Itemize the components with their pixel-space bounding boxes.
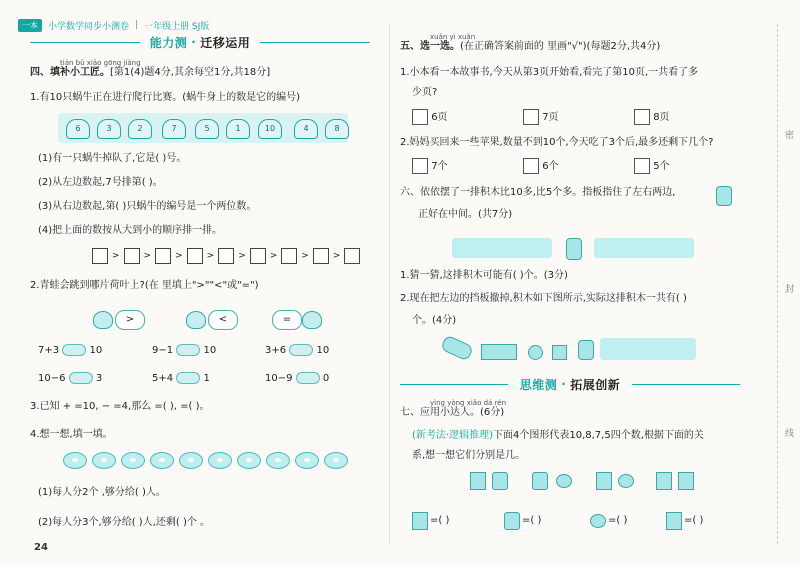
pants-icon xyxy=(412,512,428,530)
s6-q2b: 个。(4分) xyxy=(412,315,457,326)
donut-icon xyxy=(295,452,319,469)
answer-pants[interactable]: =( ) xyxy=(430,515,450,526)
cube-block xyxy=(552,345,567,360)
snail-9: 8 xyxy=(325,119,349,139)
compare-blank[interactable] xyxy=(289,344,313,356)
q4-b: (2)每人分3个,够分给( )人,还剩( )个 。 xyxy=(38,517,211,528)
r1-text-2: 少页? xyxy=(412,87,438,98)
checkbox[interactable] xyxy=(523,109,539,125)
donut-icon xyxy=(179,452,203,469)
q1-a: (1)有一只蜗牛掉队了,它是( )号。 xyxy=(38,153,187,164)
pinyin-4: tián bǔ xiǎo gōng jiàng xyxy=(60,59,141,67)
donut-icon xyxy=(92,452,116,469)
r1-option-1[interactable]: 6页 xyxy=(412,109,448,125)
answer-box[interactable] xyxy=(218,248,234,264)
banner-ability: 能力测 · 迁移运用 xyxy=(30,34,370,50)
seal-mark-1: 密 xyxy=(784,131,794,141)
checkbox[interactable] xyxy=(634,158,650,174)
r1-option-2[interactable]: 7页 xyxy=(523,109,559,125)
q1-text: 1.有10只蜗牛正在进行爬行比赛。(蜗牛身上的数是它的编号) xyxy=(30,92,301,103)
q3-text: 3.已知 + =10, − =4,那么 =( ), =( )。 xyxy=(30,401,210,412)
right-baffle xyxy=(594,238,694,258)
seal-mark-3: 线 xyxy=(784,429,794,439)
sock-icon xyxy=(678,472,694,490)
new-test-tag: (新考法·逻辑推理) xyxy=(412,430,493,441)
donut-icon xyxy=(208,452,232,469)
compare-row-1b: 9−1 10 xyxy=(152,345,217,356)
checkbox[interactable] xyxy=(412,109,428,125)
hat-icon xyxy=(556,474,572,488)
snail-6: 1 xyxy=(226,119,250,139)
banner2-main: 思维测 xyxy=(519,377,558,392)
lily-pad-lt: < xyxy=(208,310,238,330)
q1-c: (3)从右边数起,第( )只蜗牛的编号是一个两位数。 xyxy=(38,201,257,212)
pinyin-7: yìng yòng xiǎo dá rén xyxy=(430,399,507,407)
banner-rest: 迁移运用 xyxy=(200,35,251,50)
banner-thinking: 思维测 · 拓展创新 xyxy=(400,376,740,392)
banner2-rest: 拓展创新 xyxy=(570,377,621,392)
compare-row-2: 10−6 3 xyxy=(38,373,103,384)
shirt-icon xyxy=(504,512,520,530)
section-7-heading: 七、应用小达人。(6分) xyxy=(400,407,505,418)
q2-text: 2.青蛙会跳到哪片荷叶上?(在 里填上">""<"或"=") xyxy=(30,280,259,291)
ordering-chain: > > > > > > > > xyxy=(92,248,360,264)
r1-option-3[interactable]: 8页 xyxy=(634,109,670,125)
answer-box[interactable] xyxy=(124,248,140,264)
spine-divider xyxy=(389,24,390,544)
checkbox[interactable] xyxy=(634,109,650,125)
header-subtitle: 一年级上册 SJ版 xyxy=(144,21,210,32)
snail-1: 6 xyxy=(66,119,90,139)
answer-sock[interactable]: =( ) xyxy=(684,515,704,526)
hat-icon xyxy=(618,474,634,488)
cylinder-lying-block xyxy=(440,334,474,361)
page-number: 24 xyxy=(34,542,48,553)
seal-mark-2: 封 xyxy=(784,285,794,295)
cuboid-block xyxy=(481,344,517,360)
s6-q1: 1.猜一猜,这排积木可能有( )个。(3分) xyxy=(400,270,568,281)
snail-8: 4 xyxy=(294,119,318,139)
r2-text: 2.妈妈买回来一些苹果,数量不到10个,今天吃了3个后,最多还剩下几个? xyxy=(400,137,714,148)
compare-row-1c: 3+6 10 xyxy=(265,345,330,356)
donut-icon xyxy=(266,452,290,469)
answer-box[interactable] xyxy=(344,248,360,264)
r2-option-2[interactable]: 6个 xyxy=(523,158,559,174)
compare-blank[interactable] xyxy=(176,372,200,384)
section-5-heading: 五、选一选。(在正确答案前面的 里画"√")(每题2分,共4分) xyxy=(400,41,661,52)
right-baffle-2 xyxy=(600,338,696,360)
answer-box[interactable] xyxy=(155,248,171,264)
header-title: 小学数学同步小测卷 xyxy=(48,21,130,32)
answer-box[interactable] xyxy=(281,248,297,264)
answer-box[interactable] xyxy=(313,248,329,264)
snail-4: 7 xyxy=(162,119,186,139)
page-header: 一本 小学数学同步小测卷 | 一年级上册 SJ版 xyxy=(18,16,209,34)
sock-icon xyxy=(666,512,682,530)
cylinder-icon xyxy=(716,186,732,206)
q4-a: (1)每人分2个 ,够分给( )人。 xyxy=(38,487,166,498)
shirt-icon xyxy=(532,472,548,490)
r1-text: 1.小本看一本故事书,今天从第3页开始看,看完了第10页,一共看了多 xyxy=(400,67,699,78)
frog-icon xyxy=(302,311,322,329)
snail-2: 3 xyxy=(97,119,121,139)
banner-main: 能力测 xyxy=(149,35,188,50)
left-baffle xyxy=(452,238,552,258)
cylinder-block xyxy=(566,238,582,260)
answer-box[interactable] xyxy=(250,248,266,264)
lily-pad-eq: = xyxy=(272,310,302,330)
answer-box[interactable] xyxy=(187,248,203,264)
compare-blank[interactable] xyxy=(62,344,86,356)
section-4-heading: 四、填补小工匠。[第1(4)题4分,其余每空1分,共18分] xyxy=(30,67,271,78)
compare-row-2c: 10−9 0 xyxy=(265,373,330,384)
q1-b: (2)从左边数起,7号排第( )。 xyxy=(38,177,163,188)
q4-text: 4.想一想,填一填。 xyxy=(30,429,113,440)
compare-row-2b: 5+4 1 xyxy=(152,373,210,384)
seal-line xyxy=(777,24,778,544)
shirt-icon xyxy=(492,472,508,490)
compare-blank[interactable] xyxy=(176,344,200,356)
pants-icon xyxy=(596,472,612,490)
donut-icon xyxy=(324,452,348,469)
snail-5: 5 xyxy=(195,119,219,139)
donut-icon xyxy=(237,452,261,469)
pinyin-5: xuǎn yi xuǎn xyxy=(430,33,476,41)
checkbox[interactable] xyxy=(412,158,428,174)
pants-icon xyxy=(656,472,672,490)
pants-icon xyxy=(470,472,486,490)
compare-row-1: 7+3 10 xyxy=(38,345,103,356)
compare-blank[interactable] xyxy=(296,372,320,384)
lily-pad-gt: > xyxy=(115,310,145,330)
cylinder-block-2 xyxy=(578,340,594,360)
donut-icon xyxy=(150,452,174,469)
frog-icon xyxy=(93,311,113,329)
section-6-heading: 六、依依摆了一排积木比10多,比5个多。指板指住了左右两边, xyxy=(400,187,676,198)
answer-hat[interactable]: =( ) xyxy=(608,515,628,526)
snail-7: 10 xyxy=(258,119,282,139)
answer-shirt[interactable]: =( ) xyxy=(522,515,542,526)
q1-d: (4)把上面的数按从大到小的顺序排一排。 xyxy=(38,225,223,236)
r2-option-1[interactable]: 7个 xyxy=(412,158,448,174)
donut-icon xyxy=(63,452,87,469)
r2-option-3[interactable]: 5个 xyxy=(634,158,670,174)
compare-blank[interactable] xyxy=(69,372,93,384)
frog-icon xyxy=(186,311,206,329)
hat-icon xyxy=(590,514,606,528)
donut-icon xyxy=(121,452,145,469)
answer-box[interactable] xyxy=(92,248,108,264)
sphere-block xyxy=(528,345,543,360)
header-tag: 一本 xyxy=(18,19,42,32)
s6-q2: 2.现在把左边的挡板撤掉,积木如下图所示,实际这排积木一共有( ) xyxy=(400,293,687,304)
section-6-line2: 正好在中间。(共7分) xyxy=(418,209,513,220)
snail-3: 2 xyxy=(128,119,152,139)
checkbox[interactable] xyxy=(523,158,539,174)
section-7-text: (新考法·逻辑推理)下面4个图形代表10,8,7,5四个数,根据下面的关 xyxy=(412,430,704,441)
section-7-text-2: 系,想一想它们分别是几。 xyxy=(412,450,526,461)
